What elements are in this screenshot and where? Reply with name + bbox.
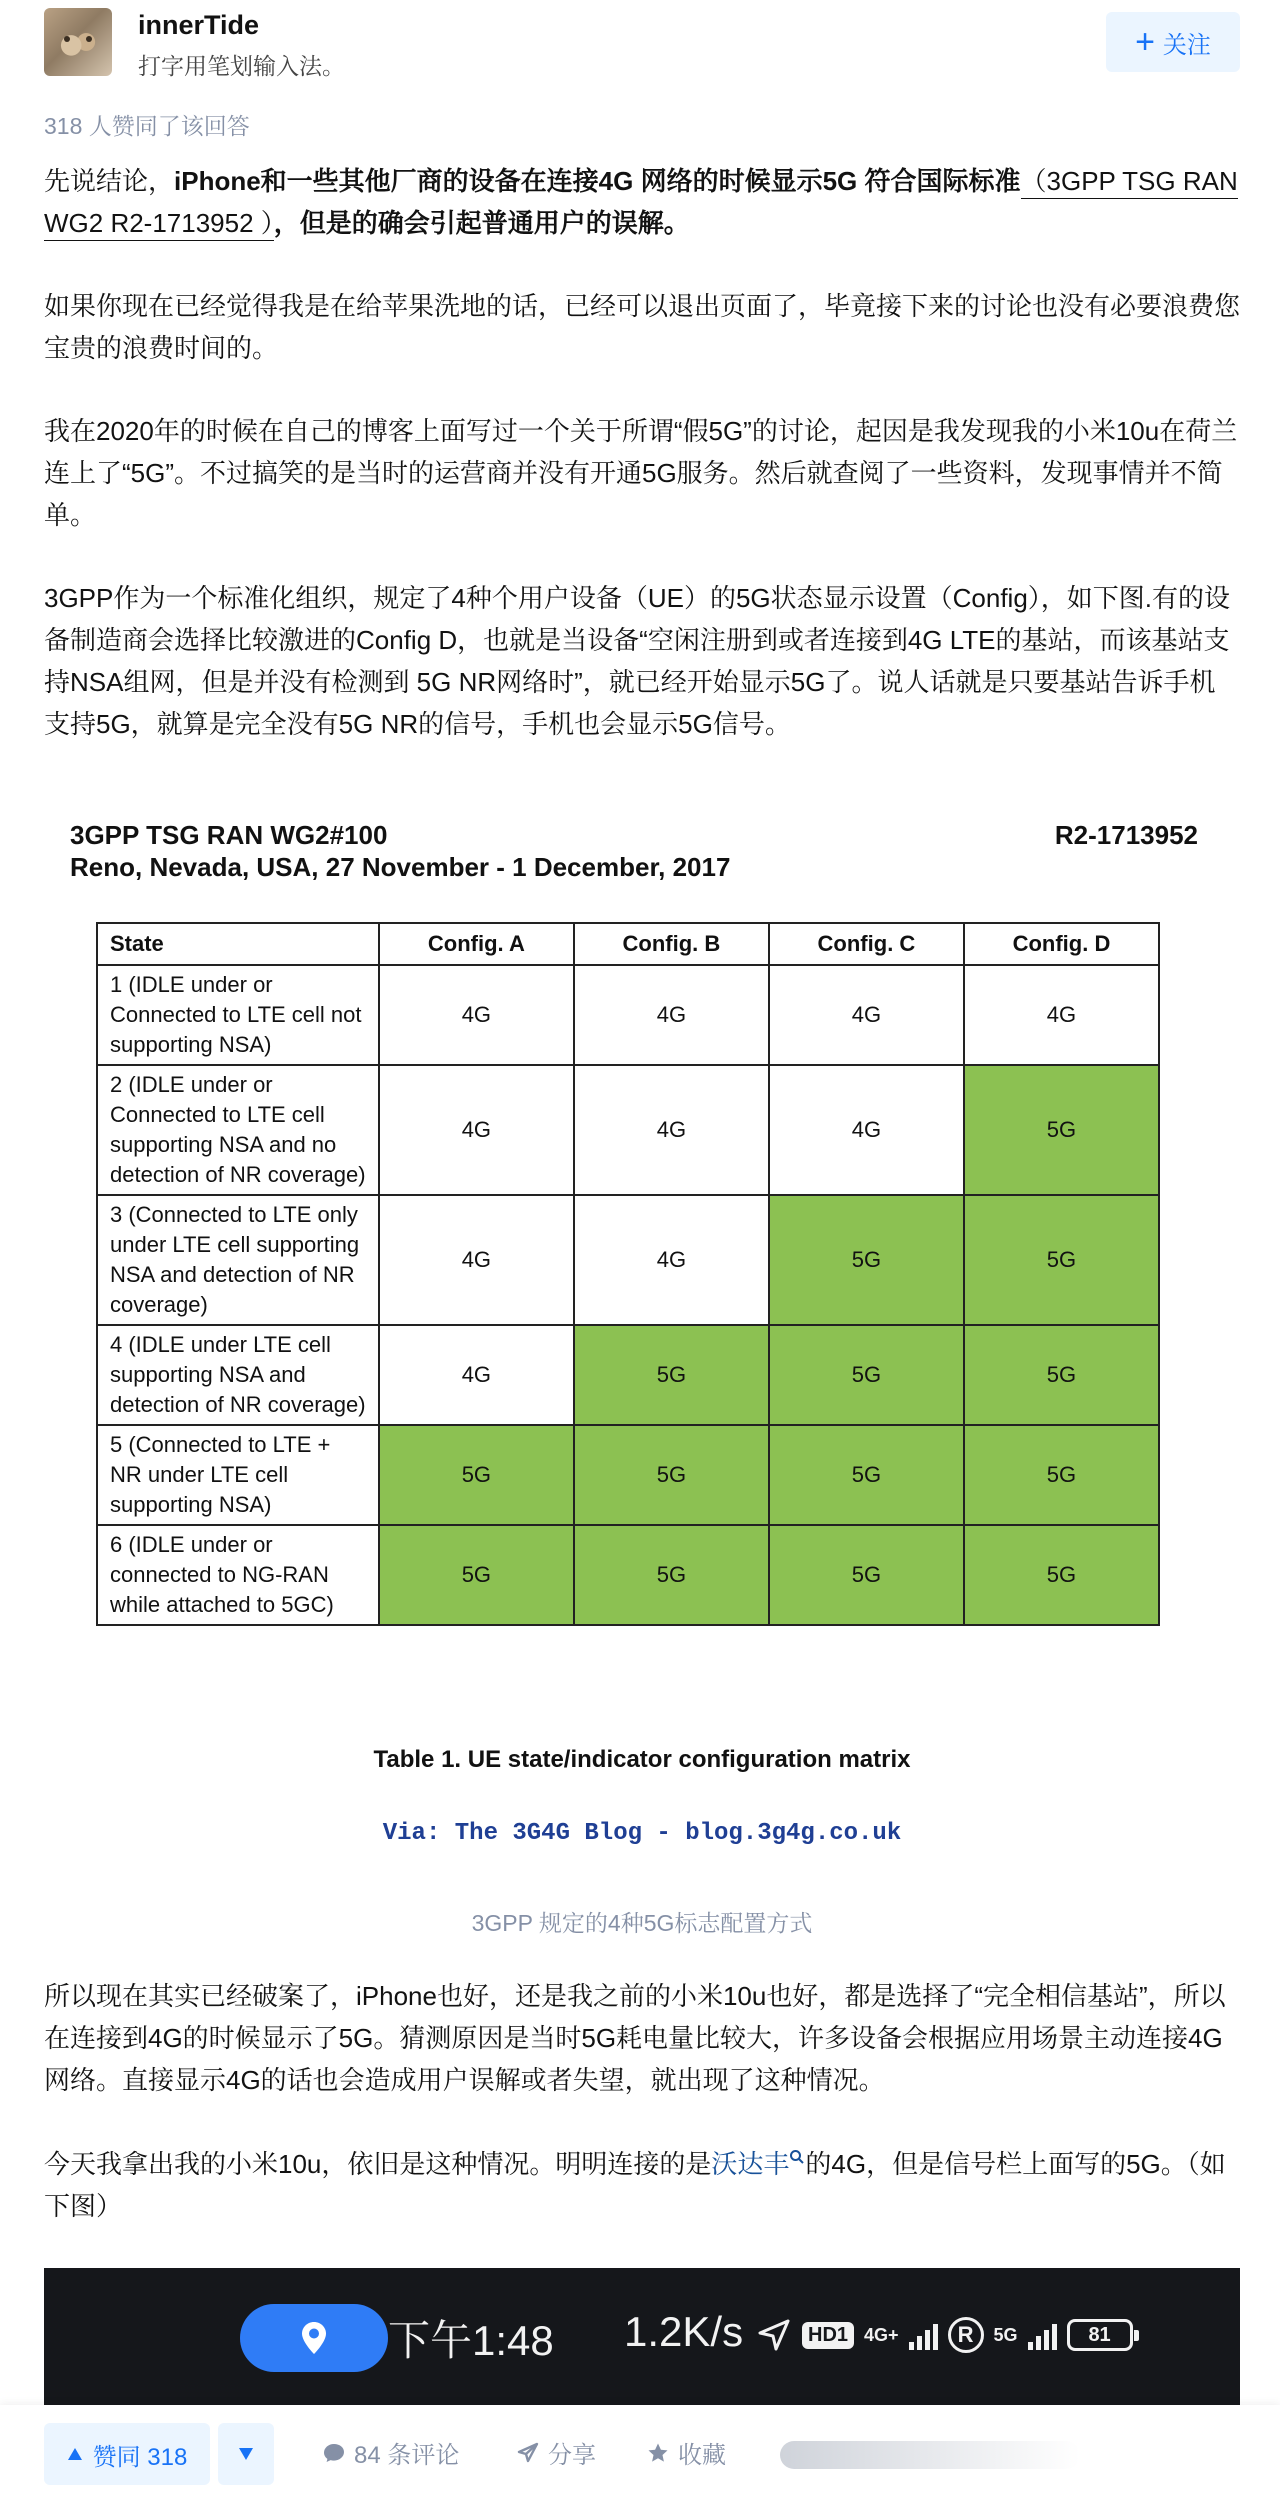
reference-link[interactable]: （3GPP TSG RAN WG2 R2-1713952 ）	[44, 166, 1238, 241]
vote-summary: 318 人赞同了该回答	[44, 113, 250, 139]
state-cell: 4 (IDLE under LTE cell supporting NSA and detection of NR coverage)	[97, 1325, 379, 1425]
conclusion-bold: iPhone和一些其他厂商的设备在连接4G 网络的时候显示5G 符合国际标准	[174, 166, 1021, 196]
location-pill	[240, 2304, 388, 2372]
config-cell: 5G	[574, 1525, 769, 1625]
doc-title: 3GPP TSG RAN WG2#100	[70, 820, 388, 850]
config-cell: 5G	[379, 1525, 574, 1625]
more-actions-fade	[780, 2441, 1080, 2469]
config-cell: 5G	[379, 1425, 574, 1525]
config-cell: 4G	[769, 1065, 964, 1195]
table-row	[97, 1065, 1159, 1195]
paragraph-3: 我在2020年的时候在自己的博客上面写过一个关于所谓“假5G”的讨论，起因是我发现我的小米10u在荷兰连上了“5G”。不过搞笑的是当时的运营商并没有开通5G服务。然后就查阅了一些资料，发现事情并不简单。	[44, 416, 1238, 530]
location-icon	[300, 2320, 328, 2356]
config-cell: 5G	[769, 1195, 964, 1325]
config-cell: 4G	[964, 965, 1159, 1065]
paragraph-6: 今天我拿出我的小米10u，依旧是这种情况。明明连接的是沃达丰 的4G，但是信号栏上面写的5G。（如下图）	[44, 2149, 1226, 2221]
config-cell: 5G	[574, 1425, 769, 1525]
follow-button[interactable]	[1106, 12, 1240, 72]
paragraph-4: 3GPP作为一个标准化组织，规定了4种个用户设备（UE）的5G状态显示设置（Config），如下图.有的设备制造商会选择比较激进的Config D，也就是当设备“空闲注册到或者连接到4G LTE的基站，而该基站支持NSA组网，但是并没有检测到 5G NR网络时”，就已经开始显示5G了。说人话就是只要基站告诉手机支持5G，就算是完全没有5G NR的信号，手机也会显示5G信号。	[44, 583, 1231, 739]
triangle-up-icon	[67, 2447, 83, 2461]
phone-clock: 下午1:48	[388, 2317, 554, 2364]
author-name[interactable]: innerTide	[138, 10, 260, 40]
table-row	[97, 1425, 1159, 1525]
comment-icon	[322, 2441, 346, 2465]
battery-icon: 81	[1067, 2319, 1133, 2351]
config-cell: 4G	[379, 965, 574, 1065]
state-cell: 3 (Connected to LTE only under LTE cell supporting NSA and detection of NR coverage)	[97, 1195, 379, 1325]
follow-label: 关注	[1162, 31, 1211, 59]
triangle-down-icon	[238, 2447, 254, 2461]
table-row	[97, 1195, 1159, 1325]
config-cell: 5G	[769, 1425, 964, 1525]
config-cell: 5G	[964, 1065, 1159, 1195]
paragraph-5: 所以现在其实已经破案了，iPhone也好，还是我之前的小米10u也好，都是选择了“完全相信基站”，所以在连接到4G的时候显示了5G。猜测原因是当时5G耗电量比较大，许多设备会根据应用场景主动连接4G网络。直接显示4G的话也会造成用户误解或者失望，就出现了这种情况。	[44, 1981, 1226, 2095]
author-header	[44, 8, 1240, 80]
search-icon[interactable]	[789, 2149, 805, 2165]
config-cell: 4G	[574, 1195, 769, 1325]
paragraph-conclusion: 先说结论，iPhone和一些其他厂商的设备在连接4G 网络的时候显示5G 符合国际标准（3GPP TSG RAN WG2 R2-1713952 ），但是的确会引起普通用户的误解。	[44, 160, 1240, 244]
config-cell: 4G	[574, 965, 769, 1065]
config-cell: 4G	[379, 1325, 574, 1425]
navigation-arrow-icon	[756, 2317, 792, 2353]
status-icons	[756, 2310, 1133, 2360]
table-row	[97, 1325, 1159, 1425]
share-button[interactable]: 分享	[516, 2435, 596, 2470]
column-header-config: Config. C	[769, 923, 964, 965]
author-bio: 打字用笔划输入法。	[138, 53, 345, 79]
vodafone-link[interactable]: 沃达丰	[711, 2149, 790, 2179]
figure-caption: 3GPP 规定的4种5G标志配置方式	[471, 1910, 813, 1936]
share-icon	[516, 2441, 540, 2465]
config-cell: 4G	[379, 1195, 574, 1325]
config-cell: 5G	[964, 1525, 1159, 1625]
signal-bars-icon-2	[1028, 2320, 1057, 2350]
network-type-4g: 4G+	[864, 2324, 899, 2345]
column-header-state: State	[97, 923, 379, 965]
upvote-label: 赞同 318	[92, 2443, 188, 2471]
paragraph-2: 如果你现在已经觉得我是在给苹果洗地的话，已经可以退出页面了，毕竟接下来的讨论也没有必要浪费您宝贵的浪费时间的。	[44, 291, 1241, 363]
doc-number: R2-1713952	[1054, 820, 1198, 850]
favorite-button[interactable]: 收藏	[646, 2435, 726, 2470]
state-cell: 5 (Connected to LTE + NR under LTE cell supporting NSA)	[97, 1425, 379, 1525]
downvote-button[interactable]	[218, 2423, 274, 2485]
source-credit: Via: The 3G4G Blog - blog.3g4g.co.uk	[382, 1820, 902, 1847]
column-header-config: Config. A	[379, 923, 574, 965]
state-cell: 6 (IDLE under or connected to NG-RAN while attached to 5GC)	[97, 1525, 379, 1625]
avatar[interactable]	[44, 8, 112, 76]
network-type-5g: 5G	[993, 2324, 1018, 2345]
config-cell: 5G	[964, 1195, 1159, 1325]
signal-bars-icon	[909, 2320, 938, 2350]
config-cell: 4G	[769, 965, 964, 1065]
config-matrix-figure[interactable]	[44, 790, 1240, 1790]
state-cell: 2 (IDLE under or Connected to LTE cell supporting NSA and no detection of NR coverage)	[97, 1065, 379, 1195]
config-cell: 5G	[769, 1525, 964, 1625]
config-cell: 5G	[964, 1425, 1159, 1525]
column-header-config: Config. D	[964, 923, 1159, 965]
network-speed: 1.2K/s	[624, 2308, 744, 2355]
table-header-row	[97, 923, 1159, 965]
config-cell: 5G	[769, 1325, 964, 1425]
hd-badge: HD1	[802, 2322, 854, 2349]
state-cell: 1 (IDLE under or Connected to LTE cell not supporting NSA)	[97, 965, 379, 1065]
config-matrix-table	[96, 922, 1160, 1626]
upvote-button[interactable]	[44, 2423, 210, 2485]
table-caption: Table 1. UE state/indicator configuration matrix	[373, 1746, 911, 1773]
star-icon	[646, 2441, 670, 2465]
answer-action-bar	[0, 2405, 1280, 2505]
plus-icon: +	[1135, 23, 1155, 61]
config-cell: 4G	[574, 1065, 769, 1195]
column-header-config: Config. B	[574, 923, 769, 965]
roaming-icon: R	[948, 2317, 984, 2353]
doc-meeting: Reno, Nevada, USA, 27 November - 1 December, 2017	[70, 852, 731, 882]
table-row	[97, 1525, 1159, 1625]
config-cell: 4G	[379, 1065, 574, 1195]
config-cell: 5G	[964, 1325, 1159, 1425]
table-row	[97, 965, 1159, 1065]
config-cell: 5G	[574, 1325, 769, 1425]
comment-button[interactable]: 84 条评论	[322, 2435, 459, 2470]
